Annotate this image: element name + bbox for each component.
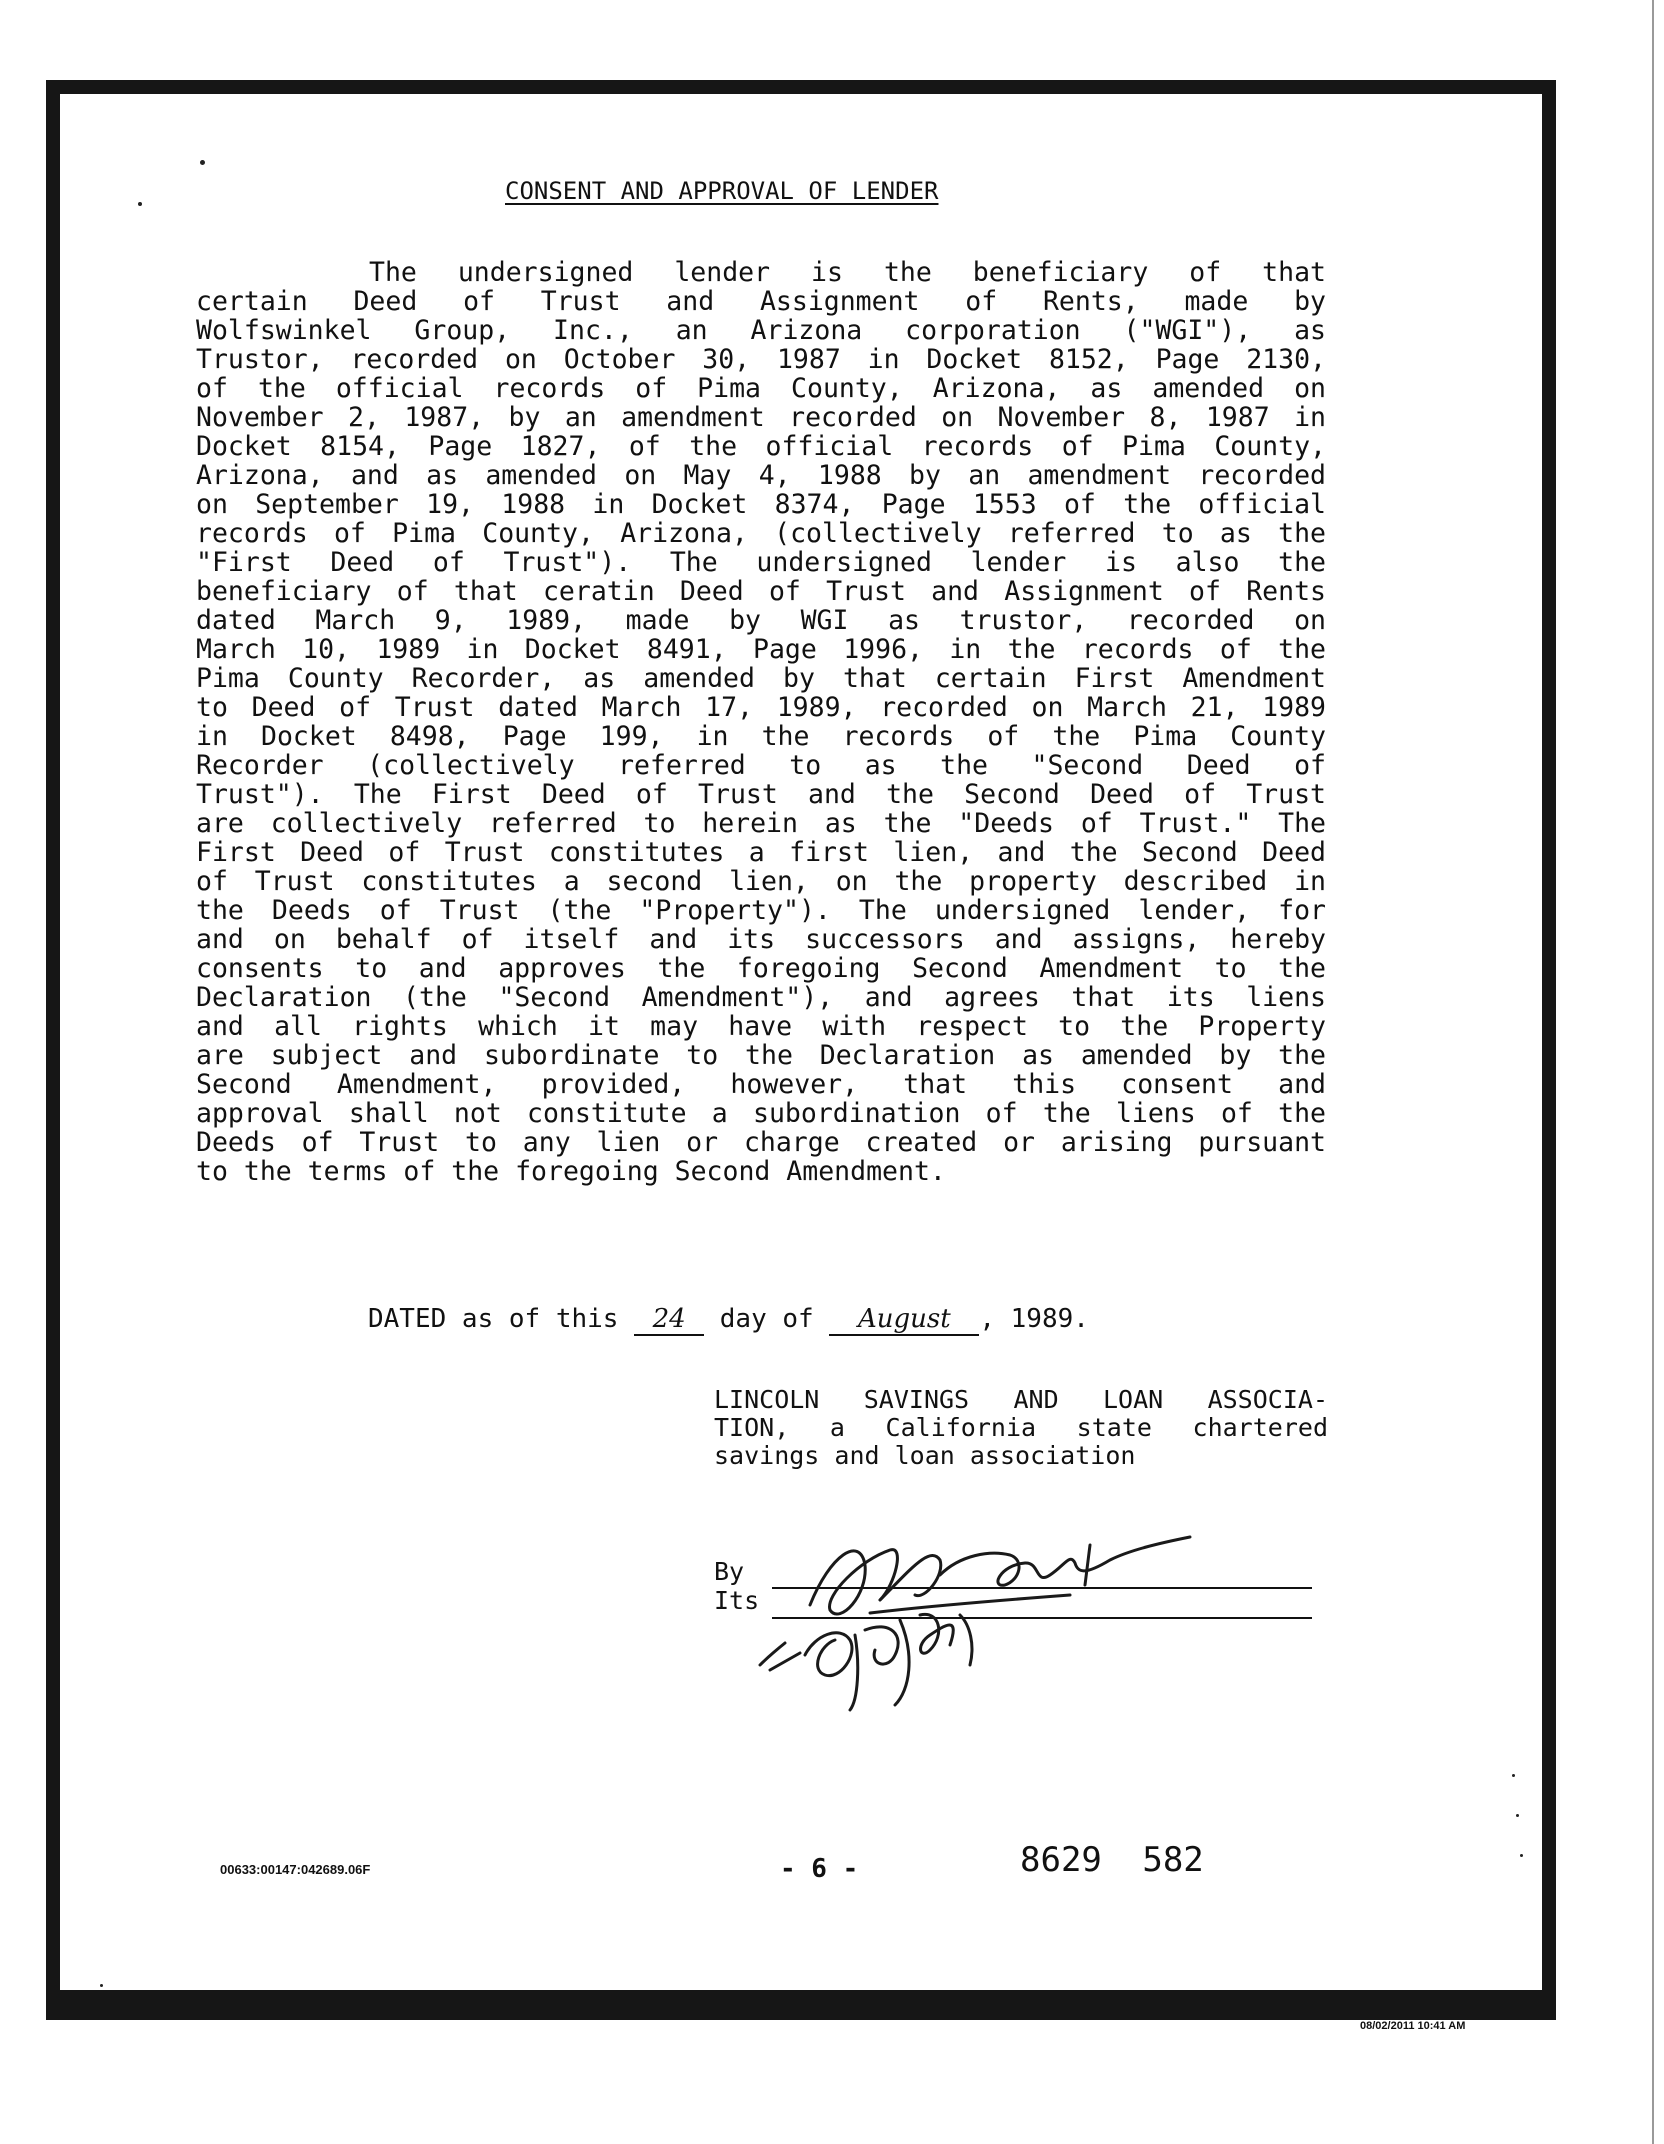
signatory-text-line: savings and loan association [714, 1441, 1136, 1470]
body-text-line: March 10, 1989 in Docket 8491, Page 1996, in the records of the [196, 635, 1326, 664]
print-timestamp: 08/02/2011 10:41 AM [1360, 2020, 1466, 2032]
body-text-line: Arizona, and as amended on May 4, 1988 by an amendment recorded [196, 461, 1326, 490]
body-text-line: The undersigned lender is the beneficiary of that [369, 258, 1326, 287]
body-text-line: Trust"). The First Deed of Trust and the Second Deed of Trust [196, 780, 1326, 809]
body-text-line: Recorder (collectively referred to as the "Second Deed of [196, 751, 1326, 780]
scan-speck [1516, 1814, 1519, 1817]
body-text-line: and all rights which it may have with respect to the Property [196, 1012, 1326, 1041]
scan-speck [1512, 1774, 1515, 1777]
body-text-line: Docket 8154, Page 1827, of the official records of Pima County, [196, 432, 1326, 461]
dated-suffix: , 1989. [979, 1304, 1089, 1334]
page-number: - 6 - [780, 1854, 859, 1884]
body-text-line: are collectively referred to herein as the "Deeds of Trust." The [196, 809, 1326, 838]
body-text-line: the Deeds of Trust (the "Property"). The undersigned lender, for [196, 896, 1326, 925]
scan-speck [1520, 1854, 1523, 1857]
scan-speck [200, 160, 205, 165]
right-edge-line [1652, 0, 1654, 2144]
body-text-line: approval shall not constitute a subordination of the liens of the [196, 1099, 1326, 1128]
its-label: Its [714, 1586, 760, 1615]
scan-speck [100, 1984, 103, 1987]
dated-prefix: DATED as of this [368, 1304, 619, 1334]
body-text-line: to Deed of Trust dated March 17, 1989, recorded on March 21, 1989 [196, 693, 1326, 722]
signatory-block [714, 1386, 1328, 1470]
body-text-line: Second Amendment, provided, however, that this consent and [196, 1070, 1326, 1099]
document-code: 00633:00147:042689.06F [220, 1862, 371, 1877]
body-text-line: certain Deed of Trust and Assignment of Rents, made by [196, 287, 1326, 316]
body-text-line: in Docket 8498, Page 199, in the records of the Pima County [196, 722, 1326, 751]
body-text-line: of the official records of Pima County, Arizona, as amended on [196, 374, 1326, 403]
signatory-text-line: TION, a California state chartered [714, 1413, 1328, 1442]
body-text-line: are subject and subordinate to the Declaration as amended by the [196, 1041, 1326, 1070]
body-text-line: November 2, 1987, by an amendment recorded on November 8, 1987 in [196, 403, 1326, 432]
body-text-line: Declaration (the "Second Amendment"), and agrees that its liens [196, 983, 1326, 1012]
body-text-line: of Trust constitutes a second lien, on the property described in [196, 867, 1326, 896]
document-title: CONSENT AND APPROVAL OF LENDER [505, 177, 939, 205]
body-text-line: Trustor, recorded on October 30, 1987 in Docket 8152, Page 2130, [196, 345, 1326, 374]
scan-speck [138, 202, 142, 206]
body-text-line: Wolfswinkel Group, Inc., an Arizona corporation ("WGI"), as [196, 316, 1326, 345]
body-text-line: dated March 9, 1989, made by WGI as trustor, recorded on [196, 606, 1326, 635]
body-text-line: Pima County Recorder, as amended by that certain First Amendment [196, 664, 1326, 693]
signatory-text-line: LINCOLN SAVINGS AND LOAN ASSOCIA- [714, 1385, 1328, 1414]
dated-line [368, 1304, 1089, 1336]
body-text-line: Deeds of Trust to any lien or charge created or arising pursuant [196, 1128, 1326, 1157]
body-text-line: beneficiary of that ceratin Deed of Trust and Assignment of Rents [196, 577, 1326, 606]
dated-day-field: 24 [634, 1304, 704, 1336]
body-text-line: and on behalf of itself and its successors and assigns, hereby [196, 925, 1326, 954]
by-label: By [714, 1557, 745, 1586]
body-text-line: on September 19, 1988 in Docket 8374, Page 1553 of the official [196, 490, 1326, 519]
handwritten-signature [690, 1515, 1210, 1715]
recording-number: 8629 582 [1020, 1840, 1204, 1880]
body-text-line: "First Deed of Trust"). The undersigned lender is also the [196, 548, 1326, 577]
dated-middle: day of [719, 1304, 814, 1334]
body-text-line: First Deed of Trust constitutes a first lien, and the Second Deed [196, 838, 1326, 867]
body-text-line: records of Pima County, Arizona, (collectively referred to as the [196, 519, 1326, 548]
body-text-line: consents to and approves the foregoing Second Amendment to the [196, 954, 1326, 983]
body-text-line: to the terms of the foregoing Second Amendment. [196, 1157, 946, 1186]
dated-month-field: August [829, 1304, 979, 1336]
consent-body-text [196, 258, 1326, 1186]
